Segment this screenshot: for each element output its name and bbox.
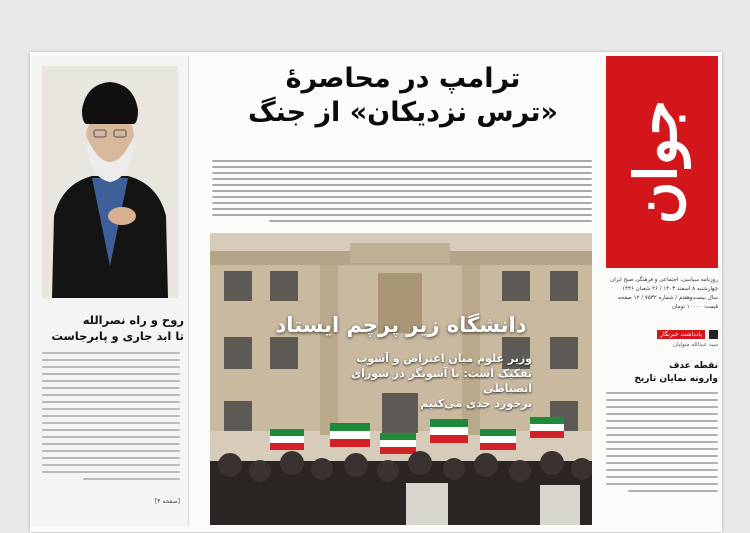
right-headline-line1: نقطه عدف: [668, 361, 718, 371]
left-column: [32, 56, 189, 526]
photo-sub-line2: تفکیک است: با آشوبگر در شورای انضباطی: [351, 367, 532, 395]
masthead-name: جوان: [622, 99, 690, 225]
masthead-subtitle: روزنامه سیاسی، اجتماعی و فرهنگی صبح ایران: [610, 277, 718, 283]
masthead-logo-icon: [606, 56, 718, 268]
right-headline[interactable]: [606, 360, 718, 386]
section-tag-label: یادداشت خبرنگار: [657, 330, 705, 339]
masthead-price: قیمت: ۱۰۰۰۰ تومان: [671, 304, 718, 310]
left-headline-line1: روح و راه نصرالله: [82, 313, 184, 327]
main-photo[interactable]: [210, 233, 592, 525]
photo-sub-line3: برخورد جدی می‌کنیم: [420, 397, 532, 410]
section-tag-icon: [709, 330, 718, 339]
portrait-image: [42, 66, 178, 298]
photo-headline[interactable]: دانشگاه زیر پرچم ایستاد: [275, 313, 527, 337]
right-article-text: [606, 392, 718, 497]
main-intro-text: [212, 160, 592, 226]
photo-sub-line1: وزیر علوم میان اعتراض و آشوب: [356, 352, 532, 365]
masthead-issue: سال بیست‌وهفتم / شماره ۷۵۳۲ / ۱۲ صفحه: [617, 295, 718, 301]
main-headline-line1: ترامپ در محاصرهٔ: [285, 63, 521, 94]
masthead-date: چهارشنبه ۸ اسفند ۱۴۰۳ / ۲۶ شعبان ۱۴۴۶: [622, 286, 718, 292]
left-article-text: [42, 352, 180, 485]
author-name: سید عبدالله متولیان: [673, 342, 718, 348]
main-headline[interactable]: [214, 62, 592, 130]
main-headline-line2: «ترس نزدیکان» از جنگ: [247, 97, 558, 128]
section-tag[interactable]: [606, 330, 718, 339]
masthead[interactable]: [606, 56, 718, 268]
photo-subheadline: [332, 351, 532, 411]
left-page-ref[interactable]: [صفحه ۴]: [154, 498, 180, 505]
right-headline-line2: وارونه نمایان تاریخ: [634, 374, 718, 384]
left-headline[interactable]: [38, 312, 184, 344]
left-headline-line2: تا ابد جاری و پابرجاست: [51, 329, 184, 343]
masthead-info: [606, 276, 718, 312]
